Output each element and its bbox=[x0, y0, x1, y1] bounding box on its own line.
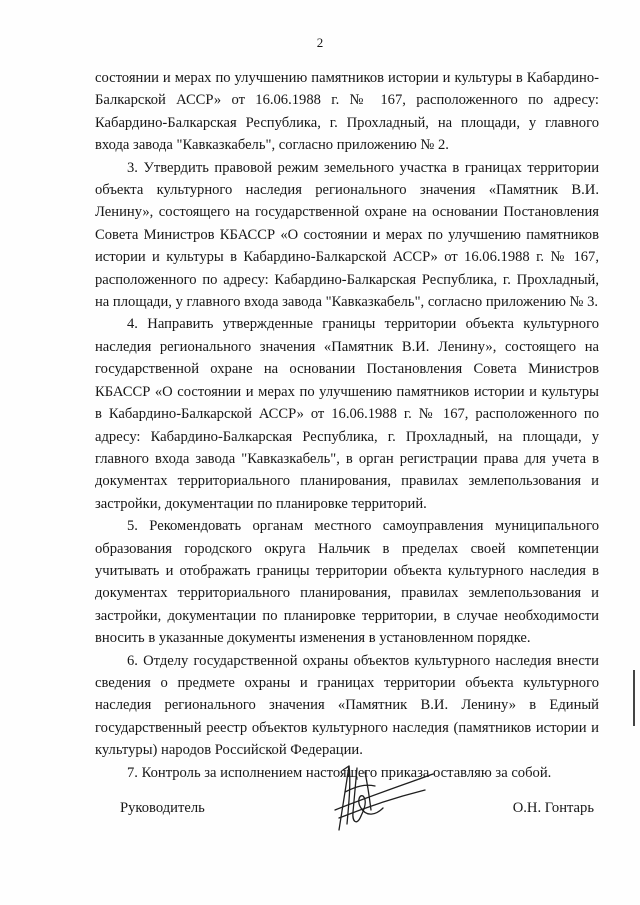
scan-edge-mark bbox=[633, 670, 635, 726]
paragraph-item-4: 4. Направить утвержденные границы территории объекта культурного наследия регионального значения «Памятник В.И. Ленину», состоящего на государственной охране на основании Постановления Совета Министров КБАССР «О состоянии и мерах по улучшению памятников истории и культуры в Кабардино-Балкарской АССР» от 16.06.1988 г. № 167, расположенного по адресу: Кабардино-Балкарская Республика, г. Прохладный, на площади, у главного входа завода "Кавказкабель", в орган регистрации права для учета в документах территориального планирования, правилах землепользования и застройки, документации по планировке территорий. bbox=[95, 316, 599, 512]
paragraph-item-7: 7. Контроль за исполнением настоящего приказа оставляю за собой. bbox=[127, 764, 552, 781]
signatory-title: Руководитель bbox=[120, 800, 205, 816]
document-body bbox=[95, 67, 599, 784]
handwritten-signature bbox=[305, 752, 455, 842]
paragraph-item-6: 6. Отделу государственной охраны объектов культурного наследия внести сведения о предмете охраны и границах территории объекта культурного наследия регионального значения «Памятник В.И. Ленину» в Единый государственный реестр объектов культурного наследия (памятников истории и культуры) народов Российской Федерации. bbox=[95, 652, 599, 759]
paragraph-item-5: 5. Рекомендовать органам местного самоуправления муниципального образования городского округа Нальчик в пределах своей компетенции учитывать и отображать границы территории объекта культурного наследия в документах территориального планирования, правилах землепользования и застройки, документации по планировке территории, в случае необходимости вносить в указанные документы изменения в установленном порядке. bbox=[95, 518, 599, 647]
paragraph-item-3: 3. Утвердить правовой режим земельного участка в границах территории объекта культурного наследия регионального значения «Памятник В.И. Ленину», состоящего на государственной охране на основании Постановления Совета Министров КБАССР «О состоянии и мерах по улучшению памятников истории и культуры в Кабардино-Балкарской АССР» от 16.06.1988 г. № 167, расположенного по адресу: Кабардино-Балкарская Республика, г. Прохладный, на площади, у главного входа завода "Кавказкабель", согласно приложению № 3. bbox=[95, 159, 599, 311]
signature-block bbox=[95, 796, 599, 826]
signatory-name: О.Н. Гонтарь bbox=[512, 800, 594, 816]
page-number: 2 bbox=[316, 35, 324, 50]
paragraph-continuation: состоянии и мерах по улучшению памятников истории и культуры в Кабардино-Балкарской АССР» от 16.06.1988 г. № 167, расположенного по адресу: Кабардино-Балкарская Республика, г. Прохладный, на площади, у главного входа завода "Кавказкабель", согласно приложению № 2. bbox=[95, 70, 599, 154]
